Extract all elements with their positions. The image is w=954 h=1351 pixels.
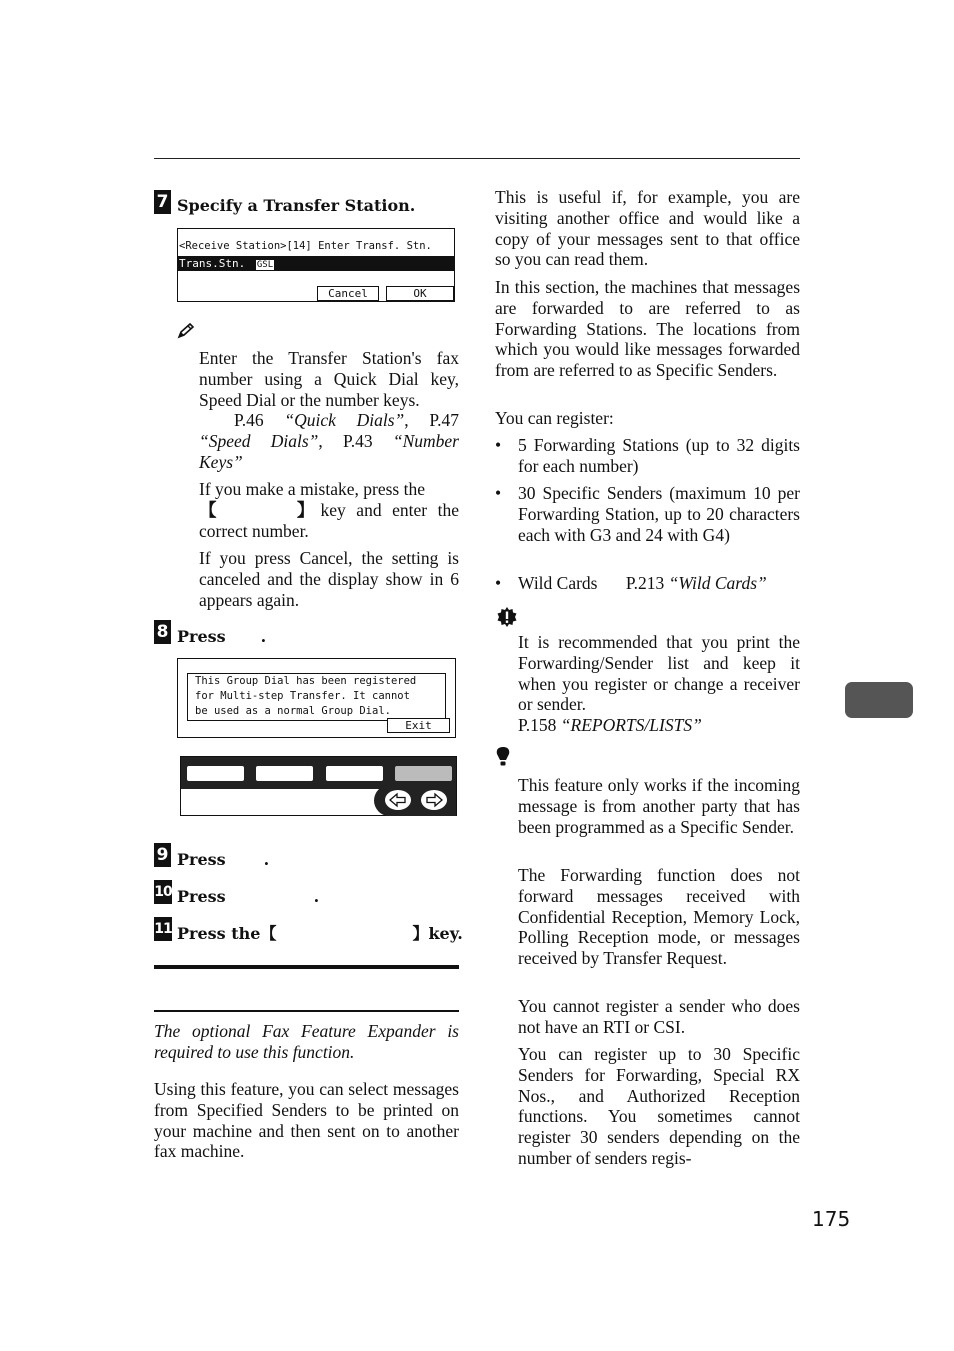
important-icon — [496, 606, 518, 628]
ref-title: “Wild Cards” — [668, 573, 767, 593]
ref-title: “Quick Dials” — [284, 410, 405, 431]
list-item — [495, 483, 800, 545]
step-text: Press — [177, 627, 226, 646]
function-key[interactable] — [187, 766, 244, 781]
control-panel — [180, 756, 457, 816]
lcd-line: for Multi-step Transfer. It cannot — [195, 690, 410, 702]
ref-title: “Number Keys” — [199, 431, 459, 472]
lcd-input-row — [178, 256, 454, 271]
ref-title: “Speed Dials” — [199, 431, 319, 452]
right-paragraph: In this section, the machines that messages are forwarded to are referred to as Forwarding Stations. The locations from which you would like messages forwarded from are referred to as Specific Senders. — [495, 277, 800, 381]
bullet: • — [495, 573, 502, 593]
lcd-display — [177, 228, 455, 302]
limitation-paragraph: This feature only works if the incoming message is from another party that has been programmed as a Specific Sender. — [518, 775, 800, 837]
list-item-text: 5 Forwarding Stations (up to 32 digits for each number) — [518, 435, 800, 476]
lcd-line: be used as a normal Group Dial. — [195, 705, 391, 717]
step-number: 8 — [154, 620, 171, 644]
note-text: Enter the Transfer Station's fax number using a Quick Dial key, Speed Dial or the number keys. — [199, 348, 459, 410]
note-paragraph — [199, 479, 459, 541]
step-text: . — [313, 887, 320, 906]
key-bracket-open: 【 — [260, 924, 277, 943]
step-text: . — [260, 627, 267, 646]
chapter-tab[interactable] — [845, 682, 913, 718]
header-rule — [154, 158, 800, 159]
limitation-icon — [494, 745, 512, 769]
step-heading — [177, 924, 463, 944]
pencil-note-icon — [176, 322, 196, 340]
step-text: Press the — [177, 924, 261, 943]
step-number: 11 — [154, 917, 172, 941]
step-heading — [177, 887, 319, 907]
step-number: 10 — [154, 880, 172, 904]
section-paragraph: Using this feature, you can select messages from Specified Senders to be printed on your machine and then sent on to another fax machine. — [154, 1079, 459, 1162]
cancel-button[interactable]: Cancel — [317, 286, 379, 301]
function-key[interactable] — [326, 766, 383, 781]
list-item — [495, 435, 800, 477]
limitation-paragraph: The Forwarding function does not forward messages received with Confidential Reception, Memory Lock, Polling Reception mode, or messages received by Transfer Request. — [518, 865, 800, 969]
lcd-display — [177, 658, 456, 738]
note-text: If you make a mistake, press the — [199, 479, 425, 499]
exit-button[interactable]: Exit — [387, 718, 450, 733]
page-number: 175 — [812, 1207, 851, 1231]
ref-link[interactable]: P.46 — [234, 410, 264, 431]
note-paragraph: Enter the Transfer Station's fax number using a Quick Dial key, Speed Dial or the number keys. P.46 “Quick Dials”, P.47 “Speed Dials”, P.43 “Number Keys” — [199, 348, 459, 472]
ref-title: “REPORTS/LISTS” — [560, 715, 702, 736]
right-paragraph: You can register: — [495, 408, 614, 428]
note-paragraph: If you press Cancel, the setting is canceled and the display show in 6 appears again. — [199, 548, 459, 610]
bullet: • — [495, 483, 502, 503]
right-arrow-icon[interactable] — [420, 789, 448, 811]
lcd-line: This Group Dial has been registered — [195, 675, 417, 687]
section-intro: The optional Fax Feature Expander is required to use this function. — [154, 1021, 459, 1062]
ok-button[interactable]: OK — [386, 286, 454, 301]
list-item-text: 30 Specific Senders (maximum 10 per Forwarding Station, up to 20 characters each with G3 and 24 with G4) — [518, 483, 800, 545]
ref-link[interactable]: P.47 — [429, 410, 459, 431]
key-bracket-open: 【 — [199, 499, 223, 520]
section-rule — [154, 965, 459, 969]
ref-link[interactable]: P.213 — [625, 573, 665, 593]
important-text: It is recommended that you print the Forwarding/Sender list and keep it when you register or change a receiver or sender. — [518, 632, 800, 715]
note-text: key and enter the correct number. — [199, 499, 460, 541]
step-heading — [177, 850, 269, 870]
lcd-input-label: Trans.Stn. — [179, 257, 246, 270]
step-text: Press — [177, 850, 226, 869]
ref-link[interactable]: P.158 — [518, 715, 557, 736]
lcd-cursor: GSL — [256, 260, 274, 270]
important-paragraph — [518, 632, 800, 736]
right-paragraph: This is useful if, for example, you are visiting another office and would like a copy of your messages sent to that office so you can read them. — [495, 187, 800, 270]
function-key-active[interactable] — [395, 766, 452, 781]
key-bracket-close: 】 — [290, 499, 321, 520]
step-number: 9 — [154, 843, 171, 867]
step-heading — [177, 627, 266, 647]
lcd-message-box — [187, 673, 446, 721]
step-text: Press — [177, 887, 226, 906]
step-heading: Specify a Transfer Station. — [177, 196, 416, 215]
list-item-text: Wild Cards — [518, 573, 598, 593]
key-bracket-close: 】 — [412, 924, 429, 943]
left-arrow-icon[interactable] — [384, 789, 412, 811]
section-rule — [154, 1010, 459, 1012]
ref-link[interactable]: P.43 — [342, 431, 373, 452]
step-text: . — [263, 850, 270, 869]
lcd-line: <Receive Station>[14] Enter Transf. Stn. — [179, 240, 432, 252]
bullet: • — [495, 435, 502, 455]
list-item — [495, 573, 800, 594]
limitation-paragraph: You can register up to 30 Specific Senders for Forwarding, Special RX Nos., and Authorized Reception functions. You sometimes cannot register 30 senders depending on the number of senders regis- — [518, 1044, 800, 1168]
function-key[interactable] — [256, 766, 313, 781]
step-text: key. — [428, 924, 463, 943]
limitation-paragraph: You cannot register a sender who does not have an RTI or CSI. — [518, 996, 800, 1037]
step-number: 7 — [154, 190, 171, 214]
